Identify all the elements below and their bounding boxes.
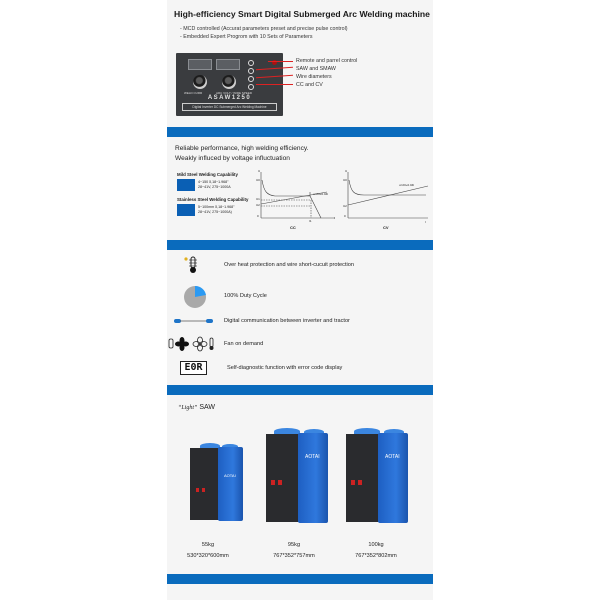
cc-tick-u0: U0 <box>256 178 260 182</box>
feature-digital-comm <box>170 315 430 327</box>
output-terminal <box>196 488 199 492</box>
performance-heading-2: Weakly influced by voltage influctuation <box>175 155 290 162</box>
led-saw-smaw <box>248 68 254 74</box>
feature-label: 100% Duty Cycle <box>224 293 267 299</box>
feature-label: Self-diagnostic function with error code display <box>227 365 343 371</box>
model-dimensions: 530*320*600mm <box>187 553 229 559</box>
lcd-voltage <box>216 59 240 70</box>
machine-side-panel <box>218 447 243 521</box>
lcd-current <box>188 59 212 70</box>
current-knob <box>193 75 207 89</box>
cc-curve <box>262 180 310 196</box>
cc-x-label: I <box>334 216 335 220</box>
cc-tick-u1: U1 <box>256 197 260 201</box>
section-divider <box>167 574 433 584</box>
model-weight: 55kg <box>201 542 215 548</box>
cc-y-label: U <box>258 169 261 173</box>
model-weight: 95kg <box>287 542 301 548</box>
model-dimensions: 767*352*757mm <box>273 553 315 559</box>
callout-saw-smaw: SAW and SMAW <box>296 66 336 72</box>
capability-title-mild: Mild Steel Welding Capability <box>177 172 238 177</box>
capability-line2-stainless: 28~41V, 275~1000A) <box>198 210 232 214</box>
machine-side-panel <box>378 433 408 523</box>
knob-label-voltage: ARC VOLT / WIRE SPEED <box>216 91 253 95</box>
brand-logo: AOTAI <box>305 454 320 460</box>
thermometer-icon <box>184 256 200 274</box>
bullet-expert-program: - Embedded Expert Progrom with 10 Sets of Parameters <box>180 34 313 40</box>
bullet-mcd: - MCD controlled (Accurat parameters preset and precise pulse control) <box>180 26 348 32</box>
callout-wire: Wire diameters <box>296 74 332 80</box>
performance-heading-1: Reliable performance, high welding efficiency. <box>175 145 309 152</box>
capability-swatch-mild <box>177 179 195 191</box>
cc-tick-i1: I1 <box>309 219 312 223</box>
cv-line-label: u=20+0.04I <box>399 183 415 187</box>
models-heading-suffix: SAW <box>199 404 215 411</box>
capability-title-stainless: Stainless Steel Welding Capability <box>177 197 249 202</box>
voltage-knob <box>222 75 236 89</box>
cv-graph <box>342 170 434 232</box>
page-title: High-efficiency Smart Digital Submerged Arc Welding machine <box>174 9 430 19</box>
machine-100kg <box>344 428 412 528</box>
error-display-icon: E0R <box>180 361 207 375</box>
feature-label: Over heat protection and wire short-cucuit protection <box>224 262 354 268</box>
machine-front-panel <box>190 448 220 520</box>
brand-logo: AOTAI <box>224 473 236 478</box>
section-divider <box>167 127 433 137</box>
cv-tick-0: 0 <box>344 214 346 218</box>
machine-95kg <box>264 428 332 528</box>
callout-cc-cv: CC and CV <box>296 82 323 88</box>
models-heading-prefix: “Light” <box>178 405 198 411</box>
callout-line <box>256 84 293 85</box>
led-remote <box>248 60 254 66</box>
machine-55kg <box>188 443 248 523</box>
model-dimensions: 767*352*802mm <box>355 553 397 559</box>
cc-drop-line <box>310 196 321 218</box>
output-terminal <box>351 480 355 485</box>
brand-logo: AOTAI <box>385 454 400 460</box>
feature-label: Digital communication between inverter and tractor <box>224 318 350 324</box>
output-terminal <box>271 480 275 485</box>
cv-y-label: U <box>345 169 348 173</box>
fan-icon <box>168 336 220 352</box>
models-heading <box>178 404 215 411</box>
section-divider <box>167 385 433 395</box>
callout-remote: Remote and parrel control <box>296 58 358 64</box>
led-wire <box>248 76 254 82</box>
feature-duty-cycle <box>170 282 430 310</box>
section-footer-bg <box>167 584 433 600</box>
cc-tick-0: 0 <box>257 214 259 218</box>
model-name: ASAW1250 <box>207 95 252 101</box>
cv-tick-u2: U2 <box>343 204 347 208</box>
cc-tick-u2: U2 <box>256 203 260 207</box>
machine-side-panel <box>298 433 328 523</box>
led-cc-cv <box>248 84 254 90</box>
cv-tick-u0: U0 <box>343 178 347 182</box>
cc-graph <box>255 170 337 232</box>
pie-duty-cycle-icon <box>182 282 210 310</box>
cable-connector-icon <box>174 316 214 326</box>
cv-load-line <box>348 186 428 205</box>
capability-line1-stainless: 5~100mm δ,18~1.968" <box>198 205 235 209</box>
model-subtitle: Digital Inverter DC Submerged Arc Welding Machine <box>182 103 277 111</box>
output-terminal <box>202 488 205 492</box>
section-divider <box>167 240 433 250</box>
feature-fan <box>168 335 430 353</box>
capability-line1-mild: 4~150 δ,18~1.968" <box>198 180 229 184</box>
machine-front-panel <box>346 434 380 522</box>
knob-label-current: WELD CURR <box>184 91 203 95</box>
cv-caption: CV <box>383 225 389 230</box>
feature-overheat <box>170 256 430 276</box>
output-terminal <box>358 480 362 485</box>
cv-x-label: I <box>425 220 426 224</box>
cc-line-label: u=20+0.04I <box>313 192 329 196</box>
capability-swatch-stainless <box>177 204 195 216</box>
model-weight: 100kg <box>368 542 384 548</box>
feature-self-diagnostic <box>170 360 430 376</box>
machine-front-panel <box>266 434 300 522</box>
capability-line2-mild: 28~41V, 275~1000A <box>198 185 231 189</box>
cc-caption: CC <box>290 225 296 230</box>
output-terminal <box>278 480 282 485</box>
callout-line <box>268 61 293 62</box>
feature-label: Fan on demand <box>224 341 264 347</box>
cv-curve <box>349 180 426 195</box>
